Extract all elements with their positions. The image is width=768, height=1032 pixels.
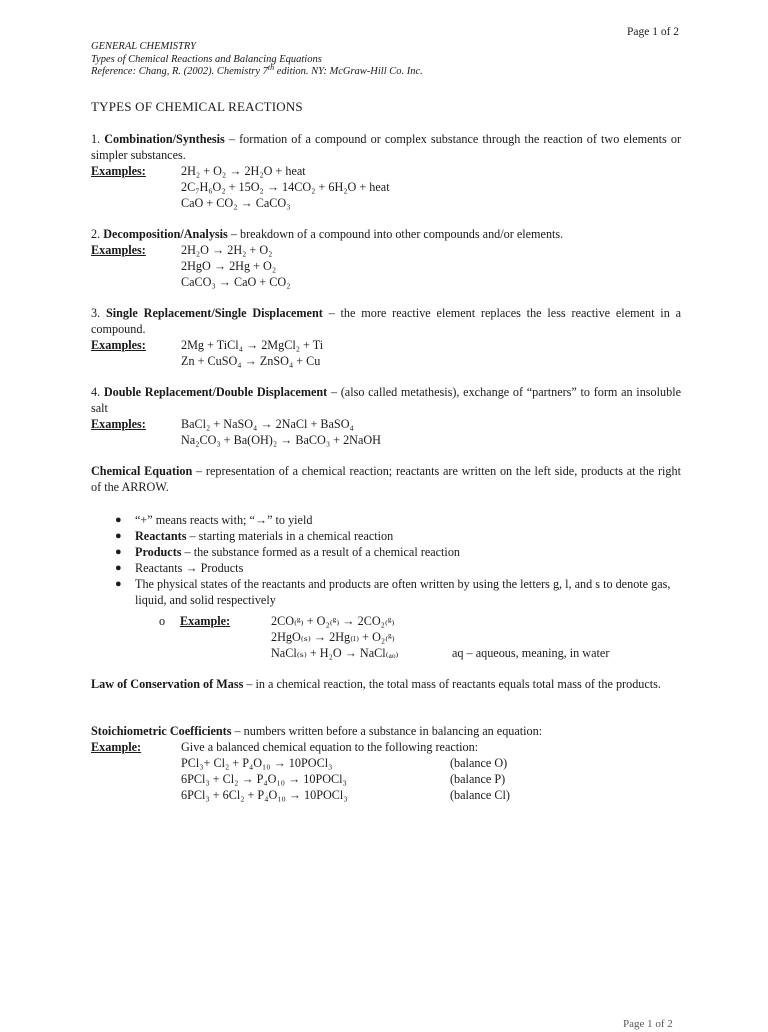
law-term: Law of Conservation of Mass	[91, 677, 244, 691]
bullet-icon: ●	[115, 514, 122, 526]
course-name: GENERAL CHEMISTRY	[91, 41, 196, 52]
bullet-icon: ●	[115, 546, 122, 558]
bullet-icon: ●	[115, 530, 122, 542]
reference-line: Reference: Chang, R. (2002). Chemistry 7th edition. NY: McGraw-Hill Co. Inc.	[91, 63, 423, 77]
equation: 2Mg + TiCl₄ → 2MgCl₂ + Ti	[181, 338, 324, 352]
examples-label: Examples:	[91, 164, 146, 178]
equation: Zn + CuSO₄ → ZnSO₄ + Cu	[181, 354, 321, 368]
section-3-definition: 3. Single Replacement/Single Displacement – the more reactive element replaces the less reactive element in a compound.	[91, 306, 682, 336]
examples-label: Examples:	[91, 417, 146, 431]
document-page	[91, 0, 681, 1024]
equation: NaCl₍ₛ₎ + H₂O → NaCl₍ₐₒ₎	[271, 646, 399, 660]
examples-label: Examples:	[91, 243, 146, 257]
equation: 6PCl₃ + Cl₂ → P₄O₁₀ → 10POCl₃	[181, 772, 347, 786]
balance-note: (balance O)	[450, 756, 508, 770]
list-item: ● The physical states of the reactants and products are often written by using the letters g, l, and s to denote gas, liquid, and solid respectively	[115, 577, 671, 607]
equation: 6PCl₃ + 6Cl₂ + P₄O₁₀ → 10POCl₃	[181, 788, 348, 802]
equation: 2HgO₍ₛ₎ → 2Hg₍ₗ₎ + O₂₍ᵍ₎	[271, 630, 395, 644]
list-item: ● Reactants – starting materials in a chemical reaction	[115, 529, 394, 543]
page-title: TYPES OF CHEMICAL REACTIONS	[91, 99, 303, 114]
stoich-definition: Stoichiometric Coefficients – numbers written before a substance in balancing an equation:	[91, 724, 543, 738]
equation: 2H₂ + O₂ → 2H₂O + heat	[181, 164, 306, 178]
document-header	[91, 41, 423, 79]
bullet-icon: ●	[115, 562, 122, 574]
section-2-definition: 2. Decomposition/Analysis – breakdown of a compound into other compounds and/or elements.	[91, 227, 564, 241]
equation: CaO + CO₂ → CaCO₃	[181, 196, 291, 210]
equation: 2HgO → 2Hg + O₂	[181, 259, 277, 273]
law-definition: Law of Conservation of Mass – in a chemical reaction, the total mass of reactants equals total mass of the products.	[91, 677, 661, 691]
equation: BaCl₂ + NaSO₄ → 2NaCl + BaSO₄	[181, 417, 354, 431]
stoich-prompt: Give a balanced chemical equation to the following reaction:	[181, 740, 479, 754]
section-4-definition: 4. Double Replacement/Double Displacement – (also called metathesis), exchange of “partners” to form an insoluble salt	[91, 385, 681, 415]
bullet-list	[91, 512, 681, 608]
example-label: Example:	[180, 614, 231, 628]
list-item: ● Products – the substance formed as a result of a chemical reaction	[115, 545, 461, 559]
list-item: ● Reactants → Products	[115, 561, 244, 575]
stoich-term: Stoichiometric Coefficients	[91, 724, 232, 738]
balance-note: (balance P)	[450, 772, 506, 786]
sub-bullet-icon: o	[159, 614, 166, 628]
bullet-icon: ●	[115, 578, 122, 590]
equation: 2H₂O → 2H₂ + O₂	[181, 243, 273, 257]
equation: Na₂CO₃ + Ba(OH)₂ → BaCO₃ + 2NaOH	[181, 433, 381, 447]
balance-note: (balance Cl)	[450, 788, 510, 802]
chemical-equation-term: Chemical Equation	[91, 464, 193, 478]
equation: PCl₃+ Cl₂ + P₄O₁₀ → 10POCl₃	[181, 756, 333, 770]
section-4-term: Double Replacement/Double Displacement	[103, 385, 328, 399]
example-label: Example:	[91, 740, 142, 754]
list-item: ● “+” means reacts with; “→” to yield	[115, 513, 313, 527]
equation: CaCO₃ → CaO + CO₂	[181, 275, 291, 289]
examples-label: Examples:	[91, 338, 146, 352]
chemical-equation-definition: Chemical Equation – representation of a chemical reaction; reactants are written on the left side, products at the right of the ARROW.	[91, 464, 681, 494]
section-1-definition: 1. Combination/Synthesis – formation of a compound or complex substance through the reaction of two elements or simpler substances.	[91, 132, 681, 162]
aq-note: aq – aqueous, meaning, in water	[452, 646, 610, 660]
section-1-term: Combination/Synthesis	[104, 132, 225, 146]
equation: 2C₇H₆O₂ + 15O₂ → 14CO₂ + 6H₂O + heat	[181, 180, 390, 194]
section-3-term: Single Replacement/Single Displacement	[105, 306, 323, 320]
equation: 2CO₍ᵍ₎ + O₂₍ᵍ₎ → 2CO₂₍ᵍ₎	[271, 614, 395, 628]
page-number: Page 1 of 2	[627, 26, 680, 38]
document-subtitle: Types of Chemical Reactions and Balancing Equations	[91, 53, 322, 65]
section-2-term: Decomposition/Analysis	[103, 227, 228, 241]
footer-page-number: Page 1 of 2	[623, 1018, 673, 1030]
